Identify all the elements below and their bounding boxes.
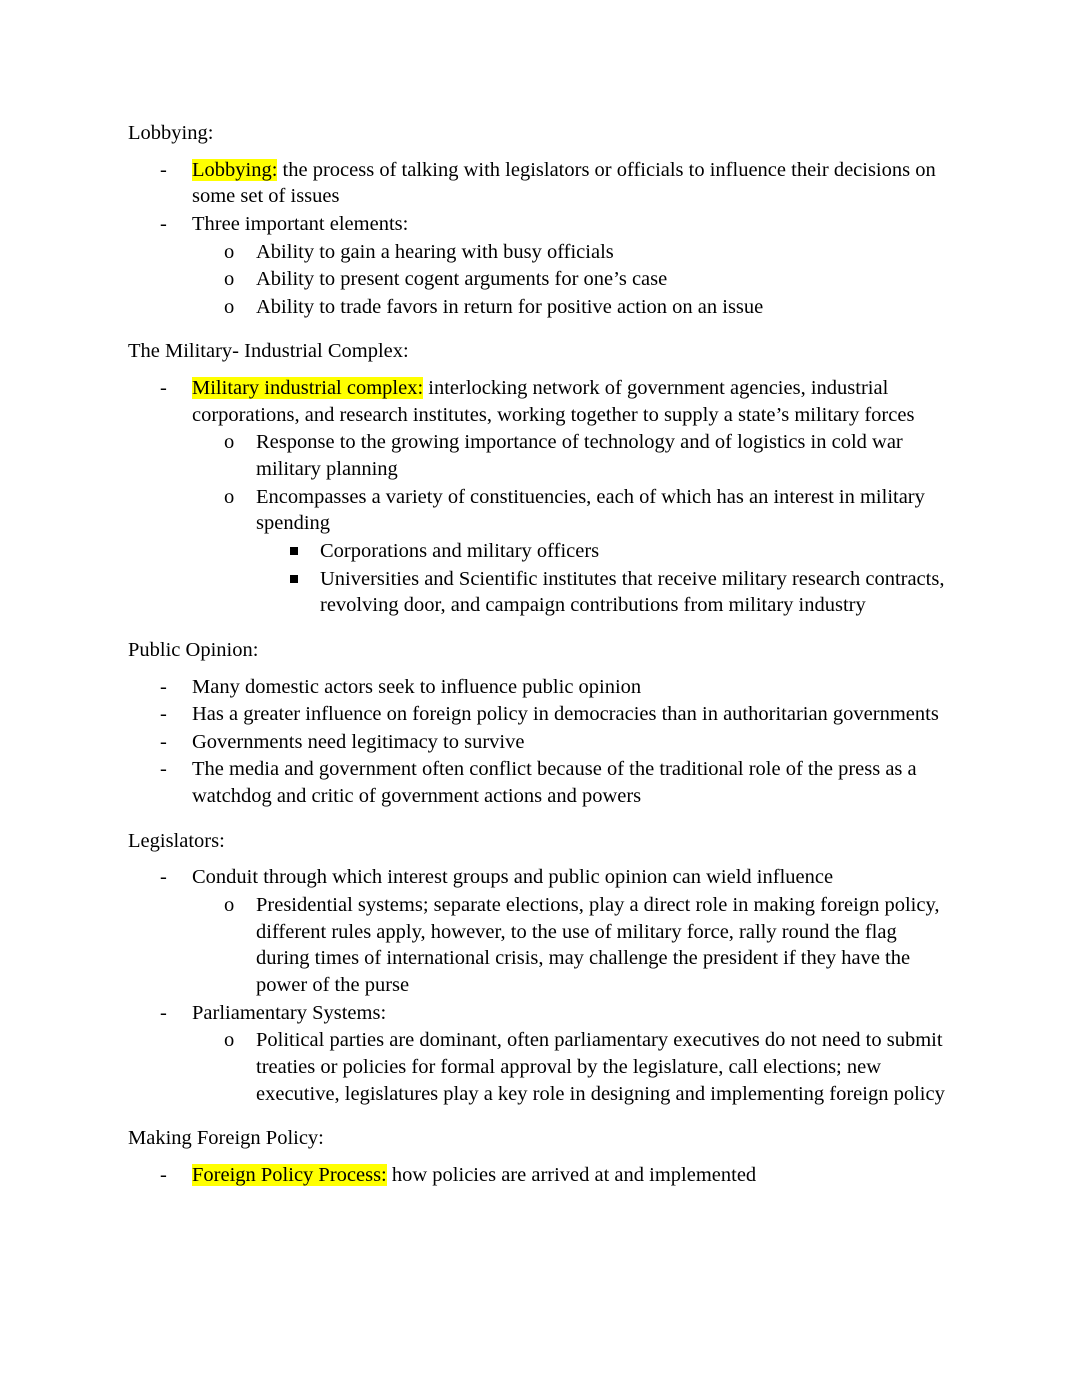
outline-item-text: Encompasses a variety of constituencies, each of which has an interest in military spending <box>256 485 925 535</box>
circle-bullet-icon: o <box>224 295 235 318</box>
document-section <box>128 828 952 1107</box>
outline-item <box>192 429 952 482</box>
section-heading: Public Opinion: <box>128 638 259 661</box>
outline-list-level-2 <box>192 429 952 618</box>
outline-item-text: The media and government often conflict because of the traditional role of the press as a watchdog and critic of government actions and powers <box>192 758 917 808</box>
outline-item-text: Ability to gain a hearing with busy officials <box>256 240 614 263</box>
outline-item <box>128 375 952 619</box>
dash-bullet-icon: - <box>160 675 167 698</box>
outline-item-text: Ability to present cogent arguments for one’s case <box>256 268 668 291</box>
outline-item <box>128 864 952 998</box>
section-heading: Legislators: <box>128 829 225 852</box>
circle-bullet-icon: o <box>224 431 235 454</box>
highlighted-term: Military industrial complex: <box>192 377 424 400</box>
outline-item-text: Many domestic actors seek to influence public opinion <box>192 675 642 698</box>
highlighted-term: Foreign Policy Process: <box>192 1163 387 1186</box>
circle-bullet-icon: o <box>224 268 235 291</box>
dash-bullet-icon: - <box>160 212 167 235</box>
outline-list-level-1 <box>128 375 952 619</box>
outline-item <box>192 484 952 619</box>
outline-item-text: Governments need legitimacy to survive <box>192 730 525 753</box>
outline-list-level-1 <box>128 864 952 1107</box>
outline-list-level-3 <box>256 538 952 619</box>
outline-item-text: Conduit through which interest groups and public opinion can wield influence <box>192 866 834 889</box>
square-bullet-icon <box>290 575 298 583</box>
outline-item-text: Political parties are dominant, often parliamentary executives do not need to submit treaties or policies for formal approval by the legislature, call elections; new executive, legislatures play a key role in designing and implementing foreign policy <box>256 1029 945 1105</box>
outline-item <box>256 538 952 565</box>
outline-item-text: Corporations and military officers <box>320 539 600 562</box>
outline-item-text: Presidential systems; separate elections, play a direct role in making foreign policy, different rules apply, however, to the use of military force, rally round the flag during times of international crisis, may challenge the president if they have the power of the purse <box>256 894 940 996</box>
outline-list-level-1 <box>128 674 952 810</box>
outline-item-text: Three important elements: <box>192 212 409 235</box>
outline-item-text: Ability to trade favors in return for positive action on an issue <box>256 295 764 318</box>
outline-item <box>256 566 952 619</box>
outline-item-text: interlocking network of government agencies, industrial corporations, and research institutes, working together to supply a state’s military forces <box>192 377 915 426</box>
outline-item <box>128 1162 952 1189</box>
outline-list-level-2 <box>192 892 952 999</box>
document-section <box>128 120 952 320</box>
dash-bullet-icon: - <box>160 377 167 400</box>
circle-bullet-icon: o <box>224 485 235 508</box>
document-body <box>128 120 952 1188</box>
outline-item-text: how policies are arrived at and implemented <box>386 1163 757 1186</box>
dash-bullet-icon: - <box>160 730 167 753</box>
section-heading: Lobbying: <box>128 122 214 144</box>
outline-item <box>128 756 952 809</box>
section-heading: The Military- Industrial Complex: <box>128 340 409 363</box>
outline-list-level-2 <box>192 1027 952 1107</box>
outline-list-level-1 <box>128 1162 952 1189</box>
outline-item <box>128 729 952 756</box>
outline-item <box>192 294 952 321</box>
document-section <box>128 338 952 618</box>
dash-bullet-icon: - <box>160 158 167 181</box>
square-bullet-icon <box>290 547 298 555</box>
outline-item-text: Parliamentary Systems: <box>192 1001 387 1024</box>
outline-item-text: Universities and Scientific institutes that receive military research contracts, revolving door, and campaign contributions from military industry <box>320 567 945 617</box>
dash-bullet-icon: - <box>160 758 167 781</box>
outline-item <box>128 701 952 728</box>
outline-list-level-2 <box>192 239 952 321</box>
section-heading: Making Foreign Policy: <box>128 1127 324 1150</box>
outline-item <box>192 892 952 999</box>
outline-list-level-1 <box>128 157 952 321</box>
outline-item <box>192 1027 952 1107</box>
dash-bullet-icon: - <box>160 703 167 726</box>
outline-item <box>192 266 952 293</box>
dash-bullet-icon: - <box>160 866 167 889</box>
outline-item <box>192 239 952 266</box>
highlighted-term: Lobbying: <box>192 158 278 181</box>
dash-bullet-icon: - <box>160 1001 167 1024</box>
document-section <box>128 637 952 810</box>
outline-item <box>128 157 952 210</box>
document-section <box>128 1125 952 1188</box>
outline-item-text: Response to the growing importance of technology and of logistics in cold war military planning <box>256 431 903 481</box>
circle-bullet-icon: o <box>224 240 235 263</box>
outline-item-text: Has a greater influence on foreign policy in democracies than in authoritarian governments <box>192 703 939 726</box>
dash-bullet-icon: - <box>160 1163 167 1186</box>
outline-item <box>128 674 952 701</box>
outline-item <box>128 1000 952 1108</box>
circle-bullet-icon: o <box>224 1029 235 1052</box>
outline-item-text: the process of talking with legislators or officials to influence their decisions on some set of issues <box>192 158 936 208</box>
outline-item <box>128 211 952 321</box>
circle-bullet-icon: o <box>224 894 235 917</box>
